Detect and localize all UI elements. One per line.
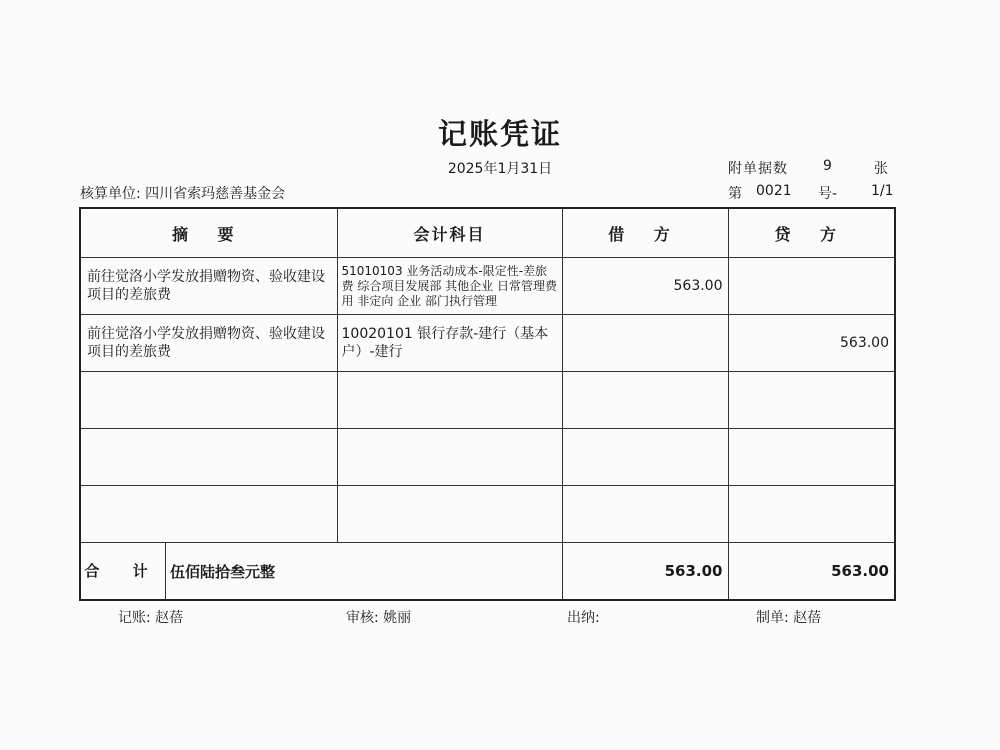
table-row — [80, 258, 895, 315]
entry-debit: 563.00 — [562, 258, 728, 315]
voucher-table — [79, 207, 896, 601]
empty-cell — [80, 372, 337, 429]
header-credit: 贷 方 — [728, 208, 895, 258]
total-cell — [80, 543, 562, 601]
signature-cashier: 出纳: — [567, 610, 600, 626]
empty-cell — [728, 486, 895, 543]
entry-debit — [562, 315, 728, 372]
empty-cell — [80, 486, 337, 543]
attachment-label: 附单据数 — [728, 161, 788, 177]
empty-cell — [80, 429, 337, 486]
entry-account: 10020101 银行存款-建行（基本户）-建行 — [337, 315, 562, 372]
total-debit: 563.00 — [562, 543, 728, 601]
header-summary: 摘 要 — [80, 208, 337, 258]
entry-credit: 563.00 — [728, 315, 895, 372]
entry-credit — [728, 258, 895, 315]
entry-account: 51010103 业务活动成本-限定性-差旅费 综合项目发展部 其他企业 日常管理费用 非定向 企业 部门执行管理 — [337, 258, 562, 315]
header-debit: 借 方 — [562, 208, 728, 258]
header-row — [80, 208, 895, 258]
entry-summary: 前往觉洛小学发放捐赠物资、验收建设项目的差旅费 — [80, 258, 337, 315]
total-amount-words: 伍佰陆拾叁元整 — [170, 562, 276, 581]
table-row — [80, 315, 895, 372]
voucher-title: 记账凭证 — [437, 117, 562, 151]
empty-cell — [728, 429, 895, 486]
accounting-unit: 核算单位: 四川省索玛慈善基金会 — [80, 186, 286, 202]
attachment-unit: 张 — [874, 161, 888, 177]
empty-cell — [337, 486, 562, 543]
signature-reviewer: 审核: 姚丽 — [346, 610, 412, 626]
empty-cell — [728, 372, 895, 429]
total-label: 合 计 — [81, 543, 166, 599]
empty-row — [80, 372, 895, 429]
total-credit: 563.00 — [728, 543, 895, 601]
voucher-no-suffix: 号- — [818, 186, 838, 202]
empty-cell — [337, 372, 562, 429]
total-row — [80, 543, 895, 601]
empty-cell — [562, 372, 728, 429]
entry-summary: 前往觉洛小学发放捐赠物资、验收建设项目的差旅费 — [80, 315, 337, 372]
empty-cell — [337, 429, 562, 486]
empty-row — [80, 486, 895, 543]
voucher-no-prefix: 第 — [728, 186, 742, 202]
voucher-no-page: 1/1 — [871, 183, 894, 199]
header-account: 会计科目 — [337, 208, 562, 258]
signature-bookkeeper: 记账: 赵蓓 — [118, 610, 184, 626]
voucher-date: 2025年1月31日 — [447, 161, 553, 177]
signature-preparer: 制单: 赵蓓 — [756, 610, 822, 626]
attachment-number: 9 — [823, 158, 832, 174]
empty-cell — [562, 429, 728, 486]
empty-row — [80, 429, 895, 486]
voucher-no-number: 0021 — [756, 183, 792, 199]
empty-cell — [562, 486, 728, 543]
